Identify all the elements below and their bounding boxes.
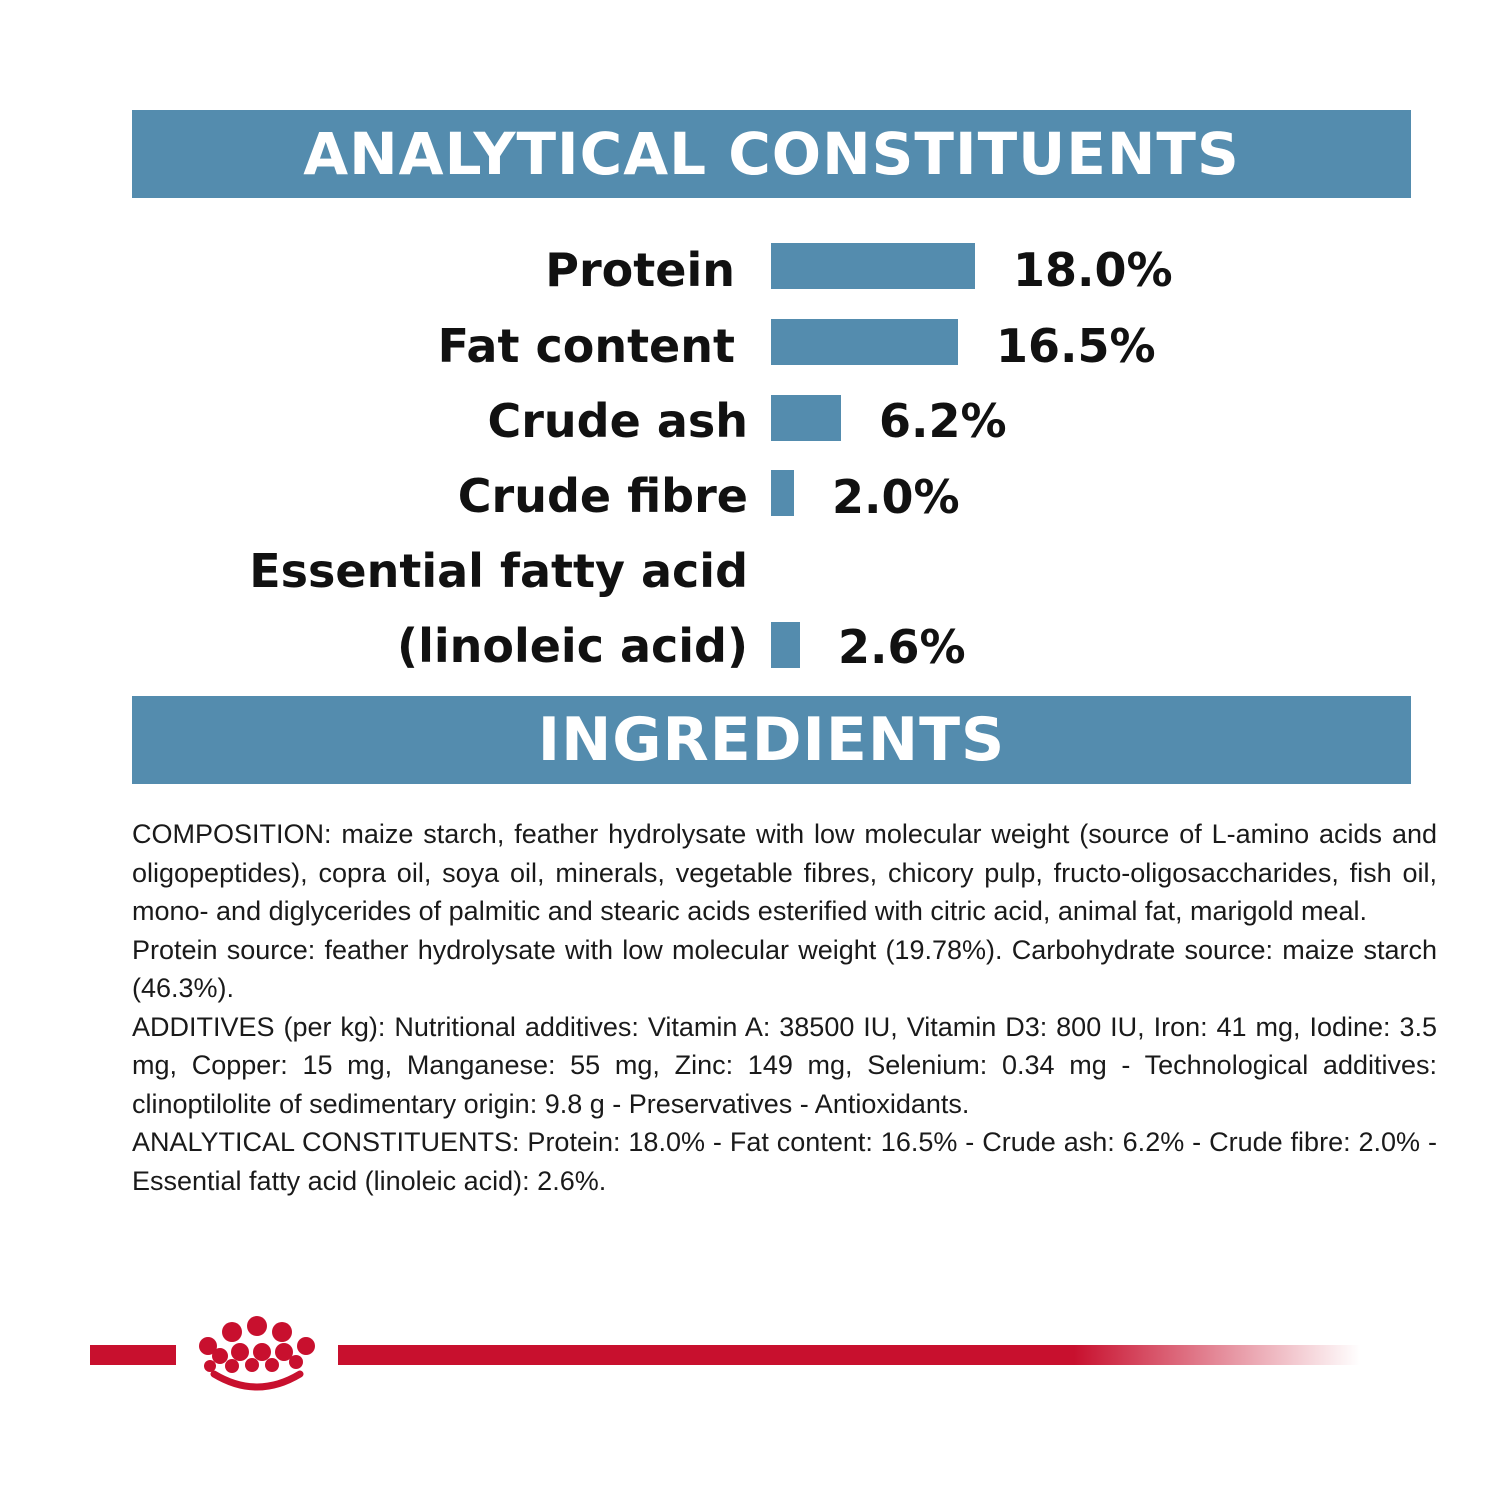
- protein-value: 18.0%: [1013, 243, 1173, 297]
- fat-content-value: 16.5%: [996, 319, 1156, 373]
- crude-ash-label: Crude ash: [487, 394, 748, 448]
- crude-fibre-bar: [771, 470, 794, 516]
- protein-bar: [771, 243, 975, 289]
- royal-canin-crown-icon: [180, 1312, 330, 1392]
- essential-fatty-acid-label: Essential fatty acid: [249, 544, 748, 598]
- additives-paragraph: ADDITIVES (per kg): Nutritional additives: Vitamin A: 38500 IU, Vitamin D3: 800 IU, Iron: 41 mg, Iodine: 3.5 mg, Copper: 15 mg, Manganese: 55 mg, Zinc: 149 mg, Selenium: 0.34 mg - Technological additives: clinoptilolite of sedimentary origin: 9.8 g - Preservatives - Antioxidants.: [132, 1011, 1437, 1119]
- fat-content-label: Fat content: [437, 319, 735, 373]
- crude-fibre-label: Crude fibre: [457, 469, 748, 523]
- ingredients-header: INGREDIENTS: [132, 696, 1411, 784]
- linoleic-acid-label: (linoleic acid): [397, 619, 748, 673]
- analytical-constituents-header: ANALYTICAL CONSTITUENTS: [132, 110, 1411, 198]
- protein-label: Protein: [545, 243, 735, 297]
- composition-paragraph: COMPOSITION: maize starch, feather hydrolysate with low molecular weight (source of L-amino acids and oligopeptides), copra oil, soya oil, minerals, vegetable fibres, chicory pulp, fructo-oligosaccharides, fish oil, mono- and diglycerides of palmitic and stearic acids esterified with citric acid, animal fat, marigold meal.: [132, 819, 1437, 926]
- ingredients-text: [132, 815, 1437, 1200]
- linoleic-acid-value: 2.6%: [838, 620, 966, 674]
- footer-red-line-right: [338, 1345, 1360, 1365]
- crude-ash-bar: [771, 395, 841, 441]
- footer-red-line-left: [90, 1345, 176, 1365]
- fat-content-bar: [771, 319, 958, 365]
- crude-fibre-value: 2.0%: [832, 470, 960, 524]
- protein-source-paragraph: Protein source: feather hydrolysate with low molecular weight (19.78%). Carbohydrate source: maize starch (46.3%).: [132, 934, 1437, 1003]
- crude-ash-value: 6.2%: [879, 394, 1007, 448]
- linoleic-acid-bar: [771, 622, 800, 668]
- analytical-constituents-paragraph: ANALYTICAL CONSTITUENTS: Protein: 18.0% - Fat content: 16.5% - Crude ash: 6.2% - Crude fibre: 2.0% - Essential fatty acid (linoleic acid): 2.6%.: [132, 1127, 1437, 1196]
